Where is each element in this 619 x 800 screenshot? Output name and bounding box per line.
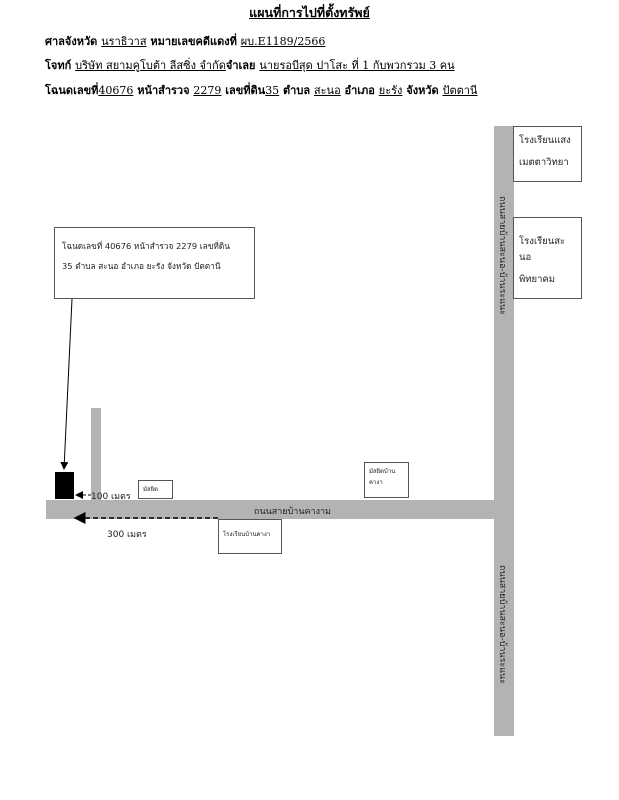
distance-300-label: 300 เมตร	[107, 530, 147, 540]
distance-100-label: 100 เมตร	[91, 492, 131, 502]
road-label-horizontal: ถนนสายบ้านคางาม	[254, 507, 331, 517]
deed-value: 40676	[98, 84, 134, 97]
school-1-line2: เมตตาวิทยา	[519, 157, 569, 168]
school-2-line2: พิทยาคม	[519, 274, 556, 285]
plaintiff-label: โจทก์	[45, 59, 72, 72]
road-label-vertical-top: ถนนสายบ้านสะนอ-บ้านระแนะ	[497, 196, 507, 315]
province-value: ปัตตานี	[442, 84, 478, 97]
case-value: ผบ.E1189/2566	[240, 35, 326, 48]
deed-label: โฉนดเลขที่	[45, 84, 99, 97]
property-info-line2: 35 ตำบล สะนอ อำเภอ ยะรัง จังหวัด ปัตตานี	[62, 261, 221, 271]
land-label: เลขที่ดิน	[225, 84, 266, 97]
court-label: ศาลจังหวัด	[45, 35, 98, 48]
province-label: จังหวัด	[406, 84, 439, 97]
plaintiff-value: บริษัท สยามคูโบต้า ลีสซิ่ง จำกัด	[75, 59, 226, 72]
defendant-label: จำเลย	[225, 59, 256, 72]
land-value: 35	[265, 84, 280, 97]
case-label: หมายเลขคดีแดงที่	[150, 35, 237, 48]
defendant-value: นายรอบีสุด ปาโสะ ที่ 1 กับพวกรวม 3 คน	[259, 59, 455, 72]
mosque-village-line1: มัสยิดบ้าน	[369, 468, 396, 475]
survey-value: 2279	[193, 84, 222, 97]
mosque-village-line2: คางา	[369, 479, 383, 486]
subdistrict-label: ตำบล	[283, 84, 311, 97]
pointer-arrow	[64, 299, 72, 469]
court-value: นราธิวาส	[101, 35, 147, 48]
district-label: อำเภอ	[344, 84, 375, 97]
property-info-line1: โฉนดเลขที่ 40676 หน้าสำรวจ 2279 เลขที่ดิน	[62, 241, 230, 251]
road-label-vertical-bottom: ถนนสายบ้านสะนอ-บ้านระแนะ	[497, 565, 507, 684]
district-value: ยะรัง	[378, 84, 403, 97]
school-village-label: โรงเรียนบ้านคางา	[223, 531, 271, 538]
survey-label: หน้าสำรวจ	[137, 84, 190, 97]
school-2-line1: โรงเรียนสะนอ	[519, 236, 566, 263]
subdistrict-value: สะนอ	[313, 84, 341, 97]
mosque-small-label: มัสยิด	[143, 486, 159, 493]
map-title: แผนที่การไปที่ตั้งทรัพย์	[249, 5, 370, 20]
school-1-line1: โรงเรียนแสง	[519, 135, 571, 146]
